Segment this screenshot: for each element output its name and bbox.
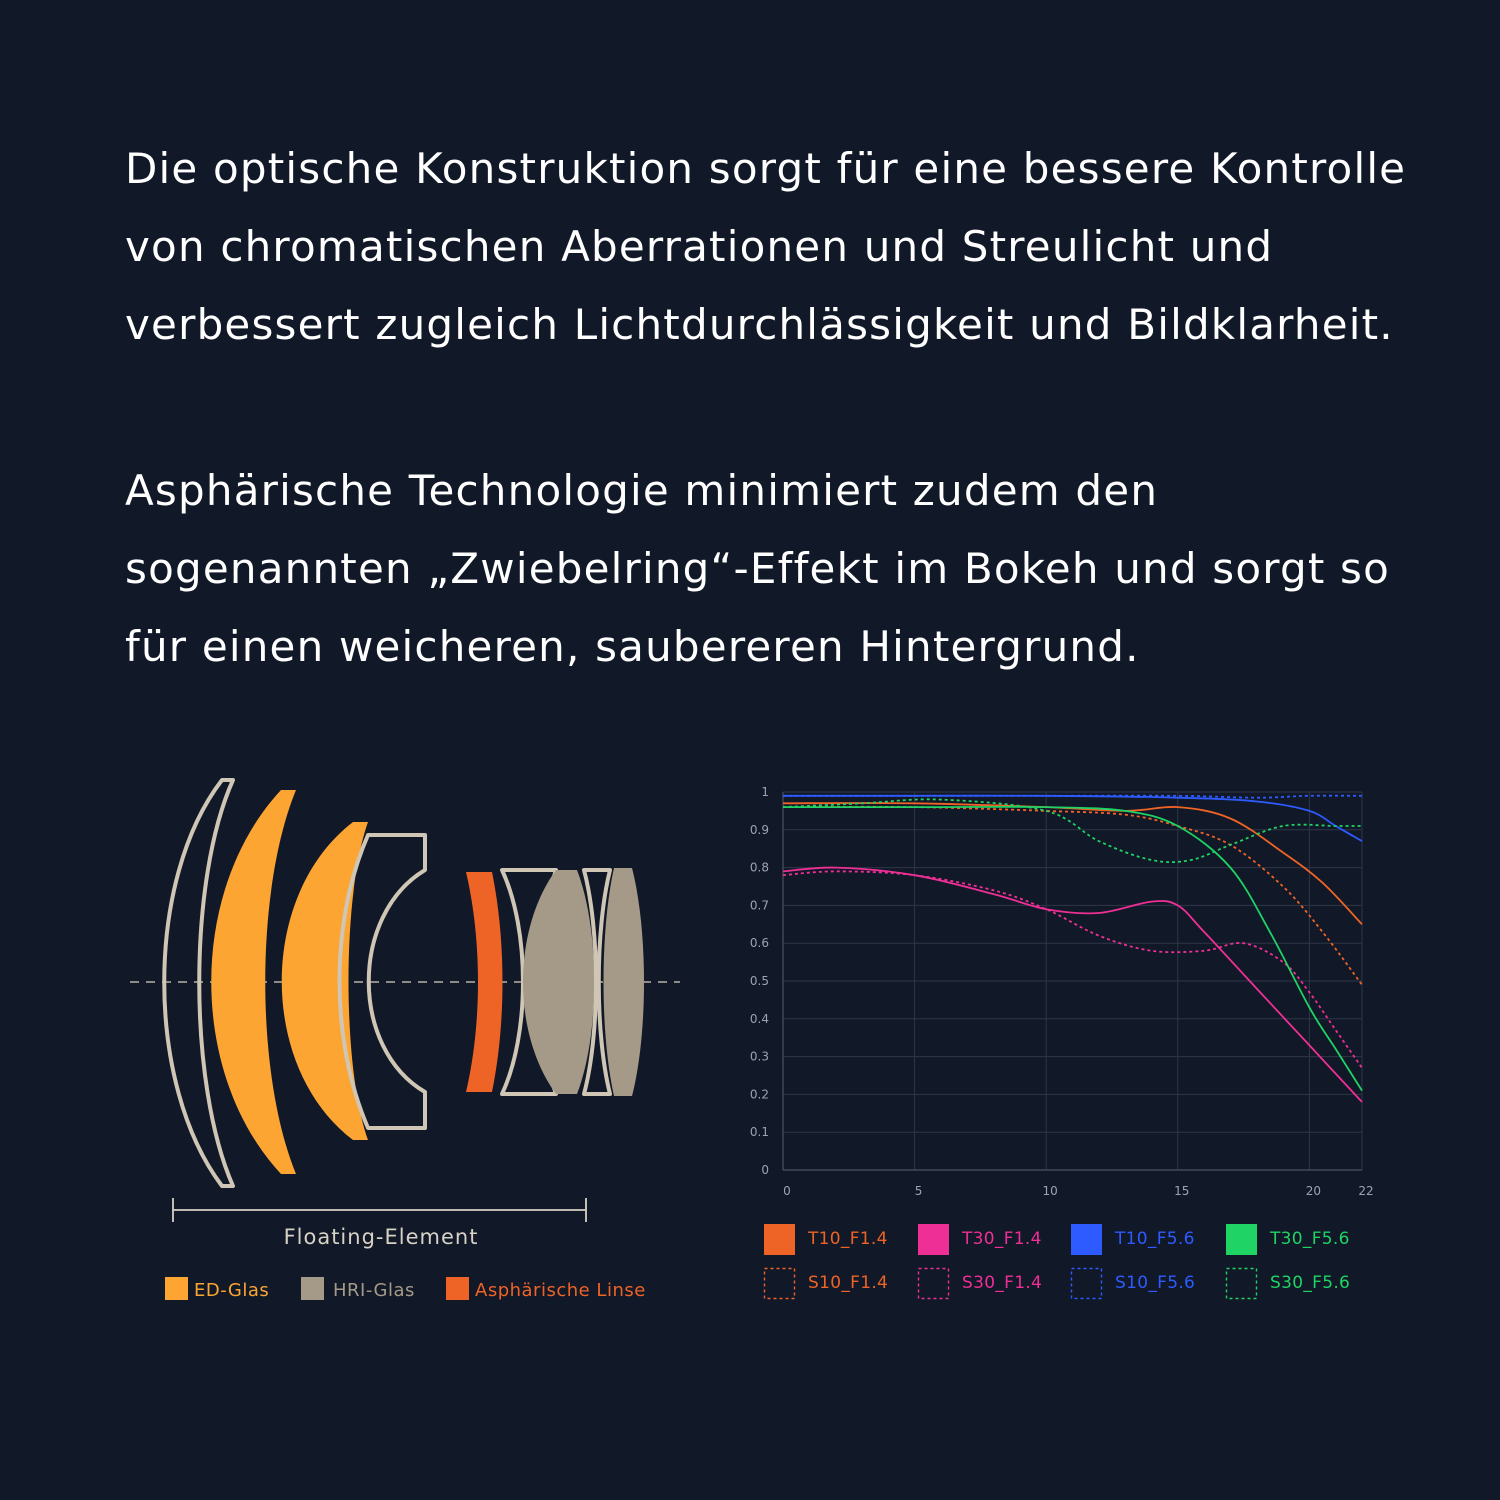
intro-paragraph [125, 130, 1425, 364]
y-tick-label: 0.7 [749, 898, 769, 913]
legend-swatch [1226, 1224, 1257, 1255]
y-tick-label: 0.9 [749, 822, 769, 837]
x-tick-label: 22 [1358, 1184, 1374, 1198]
series-line-s30-f1-4 [783, 871, 1362, 1068]
aspherical-line: für einen weicheren, saubereren Hintergrund. [125, 622, 1140, 671]
legend-swatch [1227, 1269, 1257, 1299]
chart-series [783, 796, 1362, 1102]
legend-label: S30_F5.6 [1270, 1273, 1351, 1293]
x-tick-label: 0 [783, 1184, 791, 1198]
legend-swatch [765, 1269, 795, 1299]
series-line-t30-f1-4 [783, 868, 1362, 1102]
x-tick-label: 15 [1174, 1184, 1190, 1198]
y-tick-label: 0.1 [749, 1125, 769, 1140]
legend-label: T30_F1.4 [962, 1229, 1042, 1249]
legend-swatch [918, 1224, 949, 1255]
y-tick-label: 1 [761, 785, 769, 799]
legend-label: S10_F1.4 [808, 1273, 889, 1293]
hri-glass-label: HRI-Glas [333, 1280, 415, 1301]
legend-swatch [1071, 1224, 1102, 1255]
x-tick-label: 5 [914, 1184, 923, 1198]
intro-line: von chromatischen Aberrationen und Streulicht und [125, 222, 1274, 271]
legend-label: S30_F1.4 [962, 1273, 1043, 1293]
y-tick-label: 0.3 [749, 1049, 769, 1064]
aspherical-paragraph [125, 452, 1425, 686]
y-tick-label: 0.2 [749, 1087, 769, 1102]
y-tick-label: 0.5 [749, 974, 769, 988]
intro-line: Die optische Konstruktion sorgt für eine bessere Kontrolle [125, 144, 1407, 193]
intro-line: verbessert zugleich Lichtdurchlässigkeit und Bildklarheit. [125, 300, 1394, 349]
y-tick-label: 0 [761, 1163, 769, 1177]
ed-glass-label: ED-Glas [194, 1280, 270, 1301]
series-line-t10-f1-4 [783, 803, 1362, 924]
y-tick-label: 0.4 [749, 1011, 769, 1026]
chart-grid [783, 792, 1362, 1170]
series-line-t30-f5-6 [783, 807, 1362, 1091]
mtf-chart [0, 760, 1500, 1320]
legend-label: T30_F5.6 [1270, 1229, 1350, 1249]
aspherical-line: Asphärische Technologie minimiert zudem den [125, 466, 1159, 515]
floating-element-label: Floating-Element [283, 1225, 479, 1249]
aspherical-lens-label: Asphärische Linse [475, 1280, 646, 1301]
aspherical-line: sogenannten „Zwiebelring“-Effekt im Bokeh und sorgt so [125, 544, 1391, 593]
y-tick-label: 0.6 [749, 936, 769, 951]
chart-tick-labels [750, 785, 1374, 1198]
legend-swatch [764, 1224, 795, 1255]
chart-legend [764, 1224, 1350, 1299]
series-line-s10-f1-4 [783, 807, 1362, 985]
legend-swatch [919, 1269, 949, 1299]
y-tick-label: 0.8 [749, 860, 769, 875]
legend-swatch [1072, 1269, 1102, 1299]
legend-label: T10_F5.6 [1115, 1229, 1195, 1249]
legend-label: T10_F1.4 [808, 1229, 888, 1249]
x-tick-label: 20 [1305, 1184, 1322, 1198]
legend-label: S10_F5.6 [1115, 1273, 1196, 1293]
x-tick-label: 10 [1042, 1184, 1058, 1198]
